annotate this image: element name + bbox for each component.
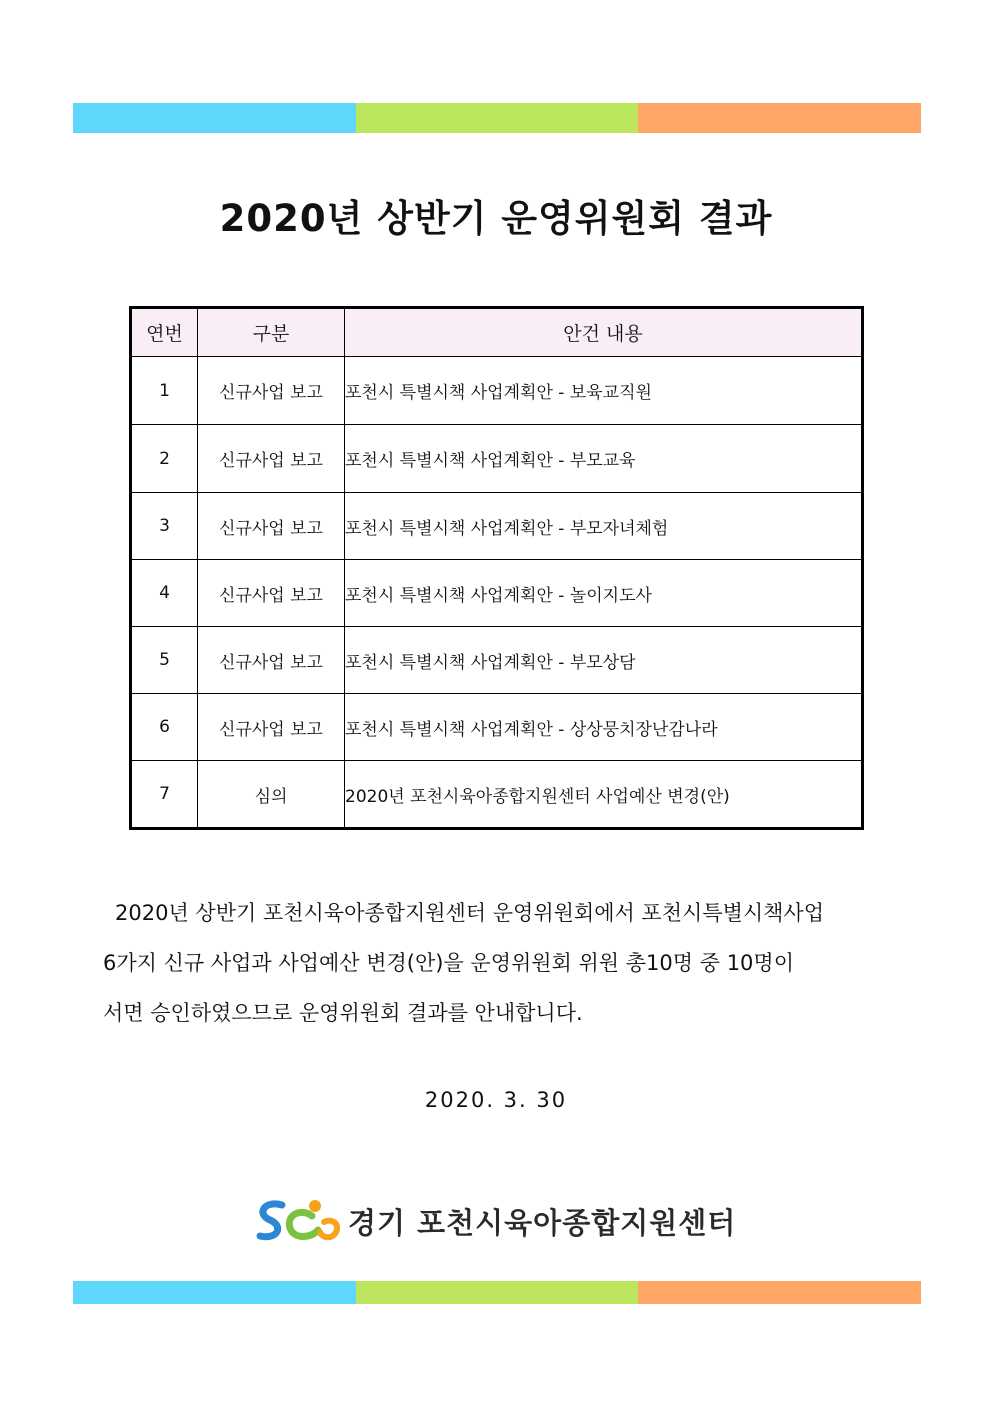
row-category: 신규사업 보고	[198, 425, 345, 493]
notice-paragraph	[103, 888, 893, 1038]
page-title: 2020년 상반기 운영위원회 결과	[219, 197, 773, 240]
table-row	[131, 694, 863, 761]
notice-line-2: 6가지 신규 사업과 사업예산 변경(안)을 운영위원회 위원 총10명 중 10명이	[103, 951, 794, 975]
row-no: 7	[131, 761, 198, 829]
bottom-color-bar	[73, 1281, 921, 1304]
row-content: 포천시 특별시책 사업계획안 - 보육교직원	[345, 357, 863, 425]
document-date: 2020. 3. 30	[424, 1088, 568, 1112]
row-category: 신규사업 보고	[198, 627, 345, 694]
header-no: 연번	[131, 308, 198, 357]
row-no: 5	[131, 627, 198, 694]
row-category: 신규사업 보고	[198, 493, 345, 560]
row-category: 신규사업 보고	[198, 694, 345, 761]
row-category: 심의	[198, 761, 345, 829]
table-row	[131, 493, 863, 560]
row-content: 포천시 특별시책 사업계획안 - 부모자녀체험	[345, 493, 863, 560]
bottom-bar-orange	[638, 1281, 921, 1304]
table-row	[131, 761, 863, 829]
row-no: 1	[131, 357, 198, 425]
row-content: 포천시 특별시책 사업계획안 - 부모교육	[345, 425, 863, 493]
table-row	[131, 425, 863, 493]
header-category: 구분	[198, 308, 345, 357]
table-header-row	[131, 308, 863, 357]
top-bar-orange	[638, 103, 921, 133]
agenda-table	[129, 306, 864, 830]
table-row	[131, 627, 863, 694]
top-bar-green	[356, 103, 639, 133]
row-content: 포천시 특별시책 사업계획안 - 놀이지도사	[345, 560, 863, 627]
bottom-bar-green	[356, 1281, 639, 1304]
row-category: 신규사업 보고	[198, 560, 345, 627]
notice-line-1: 2020년 상반기 포천시육아종합지원센터 운영위원회에서 포천시특별시책사업	[115, 901, 825, 925]
logo-icon	[252, 1196, 344, 1246]
header-content: 안건 내용	[345, 308, 863, 357]
row-no: 2	[131, 425, 198, 493]
top-color-bar	[73, 103, 921, 133]
row-content: 2020년 포천시육아종합지원센터 사업예산 변경(안)	[345, 761, 863, 829]
notice-line-3: 서면 승인하였으므로 운영위원회 결과를 안내합니다.	[103, 1001, 583, 1025]
top-bar-blue	[73, 103, 356, 133]
row-content: 포천시 특별시책 사업계획안 - 상상뭉치장난감나라	[345, 694, 863, 761]
row-category: 신규사업 보고	[198, 357, 345, 425]
org-name: 경기 포천시육아종합지원센터	[348, 1205, 737, 1240]
row-no: 4	[131, 560, 198, 627]
row-no: 6	[131, 694, 198, 761]
table-row	[131, 357, 863, 425]
footer-logo	[252, 1196, 736, 1246]
row-content: 포천시 특별시책 사업계획안 - 부모상담	[345, 627, 863, 694]
row-no: 3	[131, 493, 198, 560]
table-row	[131, 560, 863, 627]
bottom-bar-blue	[73, 1281, 356, 1304]
